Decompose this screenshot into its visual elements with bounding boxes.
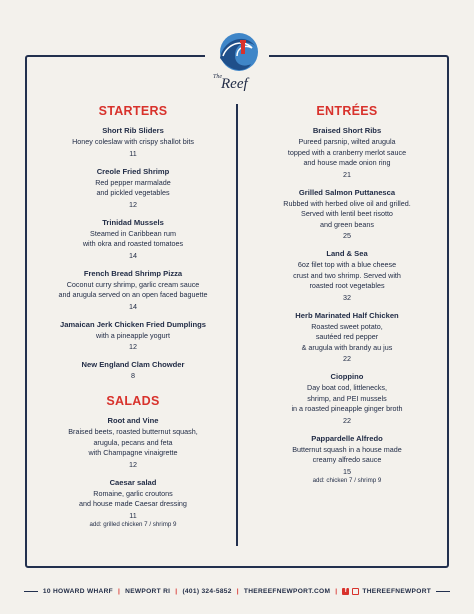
menu-item-name: Caesar salad	[109, 477, 157, 487]
menu-item-price: 21	[343, 169, 351, 179]
footer-phone[interactable]: (401) 324-5852	[182, 587, 232, 595]
menu-item-name: Creole Fried Shrimp	[96, 166, 170, 176]
menu-item-name: Short Rib Sliders	[102, 126, 164, 135]
wave-logo-icon	[205, 28, 269, 92]
menu-item-name: Braised Short Ribs	[312, 126, 382, 135]
menu-item-price: 12	[129, 342, 137, 351]
menu-item	[28, 269, 238, 311]
facebook-icon[interactable]: f	[342, 588, 349, 595]
salads-title: SALADS	[106, 394, 160, 408]
menu-item-price: 11	[129, 148, 137, 158]
footer-separator: |	[236, 587, 239, 595]
menu-item-name: French Bread Shrimp Pizza	[83, 268, 183, 278]
menu-item-description: Braised beets, roasted butternut squash, arugula, pecans and feta with Champagne vinaigrette	[68, 427, 198, 457]
menu-item-description: 6oz filet top with a blue cheese crust and two shrimp. Served with roasted root vegetables	[293, 260, 401, 290]
menu-item	[28, 416, 238, 469]
menu-item-name: Pappardelle Alfredo	[311, 433, 383, 443]
menu-item-name: New England Clam Chowder	[81, 360, 185, 369]
entrees-title: ENTRÉES	[316, 104, 378, 118]
menu-item-description: Butternut squash in a house made creamy alfredo sauce	[292, 444, 402, 464]
logo-small-text: The	[213, 74, 222, 80]
menu-item-price: 22	[343, 354, 351, 363]
footer-address: 10 HOWARD WHARF	[42, 587, 113, 595]
right-column	[242, 104, 452, 493]
restaurant-logo	[205, 28, 269, 92]
menu-item	[28, 478, 238, 528]
starters-title: STARTERS	[98, 104, 168, 118]
logo-brand-text: Reef	[221, 76, 248, 92]
menu-item-price: 12	[129, 199, 137, 209]
menu-item-name: Jamaican Jerk Chicken Fried Dumplings	[59, 319, 207, 329]
left-column	[28, 104, 238, 537]
starters-list	[28, 126, 238, 380]
menu-item-description: with a pineapple yogurt	[96, 330, 170, 340]
footer	[0, 584, 474, 598]
menu-item-price: 15	[343, 466, 351, 476]
footer-social-handle[interactable]: THEREEFNEWPORT	[362, 587, 432, 595]
menu-item-name: Grilled Salmon Puttanesca	[298, 187, 396, 197]
footer-website[interactable]: THEREEFNEWPORT.COM	[243, 587, 331, 595]
menu-item	[28, 360, 238, 380]
menu-item-addon: add: grilled chicken 7 / shrimp 9	[89, 520, 177, 528]
menu-item-description: Romaine, garlic croutons and house made Caesar dressing	[79, 488, 187, 508]
menu-item-description: Honey coleslaw with crispy shallot bits	[72, 137, 194, 146]
menu-item-price: 25	[343, 231, 351, 240]
footer-rule-left	[24, 591, 38, 592]
menu-item	[242, 311, 452, 364]
footer-separator: |	[175, 587, 178, 595]
menu-item-addon: add: chicken 7 / shrimp 9	[312, 476, 382, 484]
menu-item-description: Rubbed with herbed olive oil and grilled. Served with lentil beet risotto and green beans	[283, 198, 411, 229]
menu-item-name: Land & Sea	[326, 249, 368, 258]
menu-item-price: 8	[131, 371, 135, 380]
menu-item	[242, 249, 452, 302]
menu-item-name: Root and Vine	[107, 416, 159, 425]
menu-item-price: 14	[129, 301, 137, 311]
footer-city: NEWPORT RI	[125, 587, 171, 595]
menu-item-description: Roasted sweet potato, sautéed red pepper & arugula with brandy au jus	[301, 321, 393, 352]
footer-rule-right	[436, 591, 450, 592]
instagram-icon[interactable]	[352, 588, 359, 595]
menu-item	[242, 126, 452, 179]
footer-separator: |	[335, 587, 338, 595]
salads-list	[28, 416, 238, 528]
footer-separator: |	[117, 587, 121, 595]
menu-item-description: Day boat cod, littlenecks, shrimp, and PEI mussels in a roasted pineapple ginger broth	[291, 383, 403, 413]
menu-item	[242, 188, 452, 241]
menu-item	[242, 434, 452, 484]
menu-item-description: Steamed in Caribbean rum with okra and roasted tomatoes	[82, 228, 184, 248]
menu-item-description: Pureed parsnip, wilted arugula topped with a cranberry merlot sauce and house made onion ring	[287, 137, 407, 167]
menu-item	[28, 126, 238, 158]
menu-item-price: 12	[129, 459, 137, 469]
menu-item	[28, 167, 238, 209]
menu-item-price: 14	[129, 250, 137, 260]
menu-item-price: 11	[129, 510, 137, 520]
menu-item	[242, 372, 452, 425]
menu-item	[28, 218, 238, 260]
menu-item-name: Trinidad Mussels	[102, 217, 164, 227]
menu-item-description: Coconut curry shrimp, garlic cream sauce and arugula served on an open faced baguette	[58, 279, 208, 299]
menu-item	[28, 320, 238, 352]
menu-item-description: Red pepper marmalade and pickled vegetables	[95, 177, 171, 197]
menu-item-price: 22	[343, 415, 351, 425]
menu-item-name: Herb Marinated Half Chicken	[295, 310, 399, 320]
menu-item-name: Cioppino	[330, 372, 364, 381]
menu-item-price: 32	[343, 292, 351, 302]
entrees-list	[242, 126, 452, 484]
footer-social[interactable]	[342, 588, 431, 595]
